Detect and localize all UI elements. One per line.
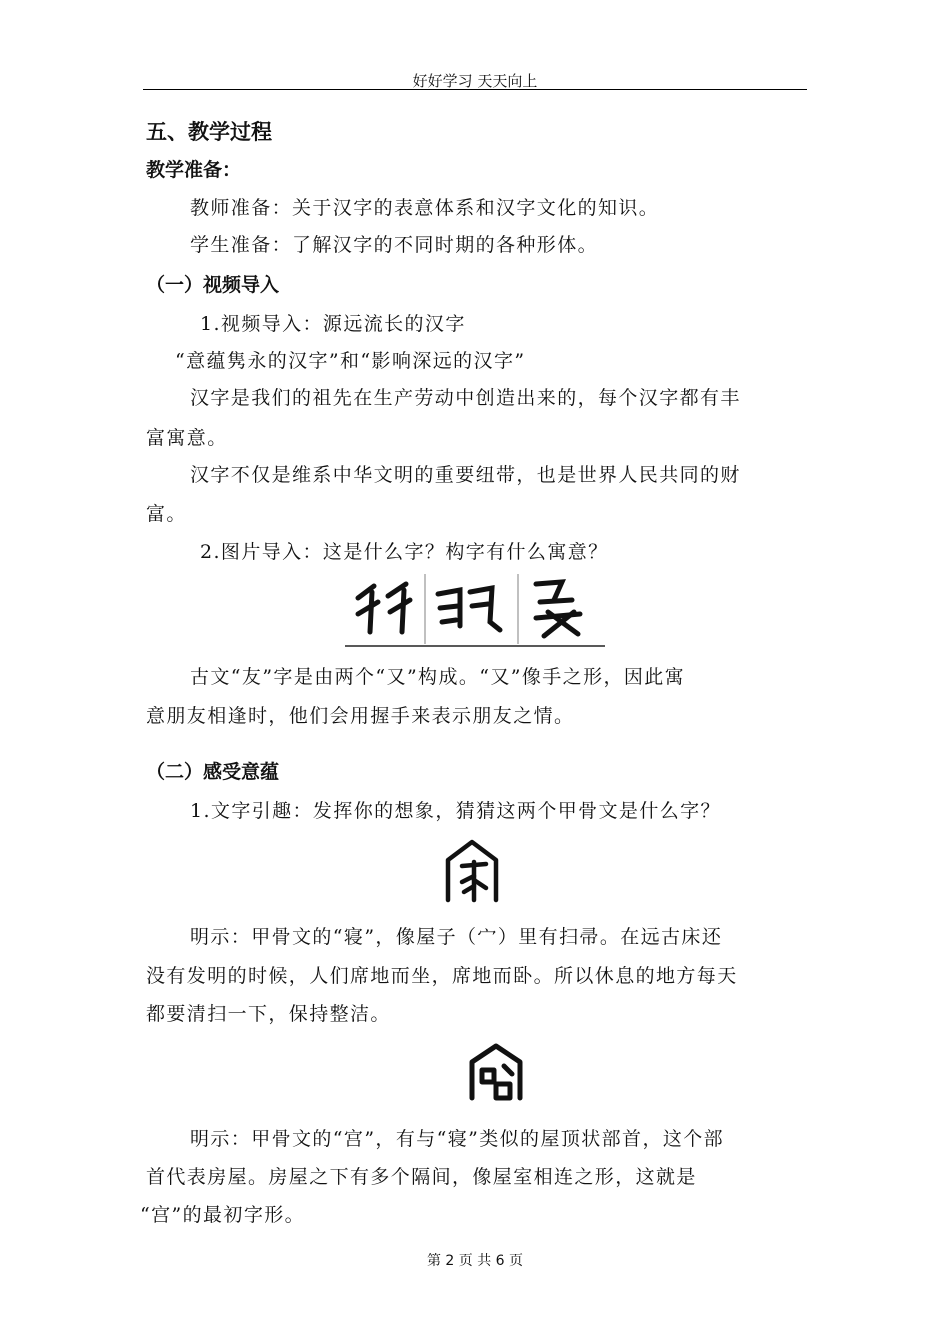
gong-explain-line1: 明示：甲骨文的“宫”，有与“寝”类似的屋顶状部首，这个部: [190, 1128, 725, 1150]
page-footer: 第 2 页 共 6 页: [426, 1253, 524, 1269]
you-explain-line1: 古文“友”字是由两个“又”构成。“又”像手之形，因此寓: [190, 666, 686, 688]
oracle-gong-glyph-image: [466, 1040, 526, 1104]
qin-explain-line1: 明示：甲骨文的“寝”，像屋子（宀）里有扫帚。在远古床还: [190, 926, 723, 948]
header-rule: [143, 89, 807, 90]
you-explain-line2: 意朋友相逢时，他们会用握手来表示朋友之情。: [146, 705, 575, 727]
student-prep: 学生准备：了解汉字的不同时期的各种形体。: [190, 234, 599, 256]
qin-explain-line2: 没有发明的时候，人们席地而坐，席地而卧。所以休息的地方每天: [146, 965, 738, 987]
part2-item1: 1.文字引趣：发挥你的想象，猜猜这两个甲骨文是什么字？: [190, 800, 721, 822]
page-header: 好好学习 天天向上: [412, 72, 538, 90]
part1-para1-line1: 汉字是我们的祖先在生产劳动中创造出来的，每个汉字都有丰: [190, 387, 741, 409]
part1-item1: 1.视频导入：源远流长的汉字: [200, 313, 466, 335]
section-title: 五、教学过程: [146, 120, 272, 144]
part1-para1-line2: 富寓意。: [146, 427, 228, 449]
oracle-qin-glyph-image: [440, 836, 504, 906]
teacher-prep: 教师准备：关于汉字的表意体系和汉字文化的知识。: [190, 197, 660, 219]
part1-item2: 2.图片导入：这是什么字？构字有什么寓意？: [200, 541, 609, 563]
ancient-you-characters-image: [340, 572, 610, 652]
prep-title: 教学准备：: [146, 159, 242, 181]
part1-quotes: “意蕴隽永的汉字”和“影响深远的汉字”: [175, 350, 526, 372]
qin-explain-line3: 都要清扫一下，保持整洁。: [146, 1003, 391, 1025]
gong-explain-line2: 首代表房屋。房屋之下有多个隔间，像屋室相连之形，这就是: [146, 1166, 697, 1188]
part1-title: （一）视频导入: [146, 274, 280, 296]
part2-title: （二）感受意蕴: [146, 761, 280, 783]
part1-para2-line1: 汉字不仅是维系中华文明的重要纽带，也是世界人民共同的财: [190, 464, 741, 486]
part1-para2-line2: 富。: [146, 503, 187, 525]
gong-explain-line3: “宫”的最初字形。: [140, 1204, 306, 1226]
